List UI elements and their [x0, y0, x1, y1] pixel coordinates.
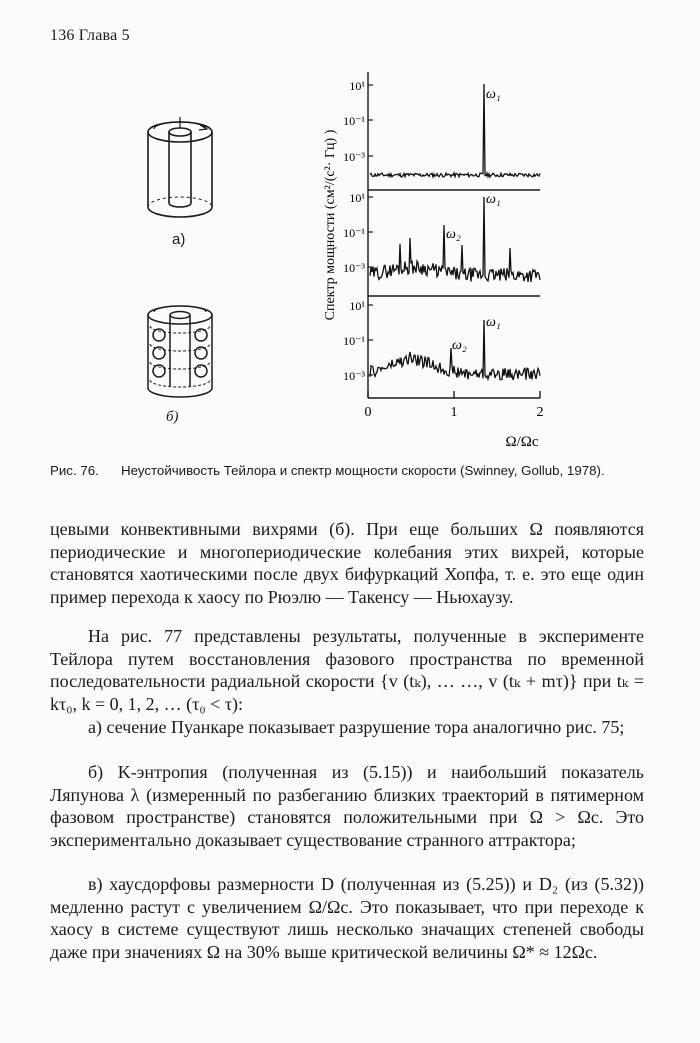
paragraph-text: б) K-энтропия (полученная из (5.15)) и наибольший показатель Ляпунова λ (измеренный по разбеганию близких траекторий в пятимерном фазовом пространстве) становятся положительными при Ω > Ωc. Это экспериментально доказывает существование странного аттрактора; — [50, 762, 644, 850]
list-item-c — [50, 873, 644, 963]
caption-text: Неустойчивость Тейлора и спектр мощности скорости (Swinney, Gollub, 1978). — [121, 463, 605, 478]
y-tick-label: 10¹ — [349, 79, 365, 93]
list-item-b — [50, 761, 644, 851]
body-paragraph-2 — [50, 625, 644, 715]
figure-caption — [50, 461, 642, 481]
peak-label-omega1: ω₁ — [486, 315, 501, 330]
x-tick-label: 2 — [536, 405, 544, 420]
y-tick-label: 10¹ — [349, 299, 365, 313]
y-tick-label: 10⁻³ — [343, 369, 365, 383]
y-tick-label: 10⁻³ — [343, 261, 365, 275]
y-tick-label: 10⁻³ — [343, 150, 365, 164]
y-tick-label: 10⁻¹ — [343, 226, 365, 240]
peak-label-omega1: ω₁ — [486, 87, 501, 102]
power-spectrum-figure — [312, 60, 582, 455]
page-header: 136 Глава 5 — [50, 27, 130, 44]
body-paragraph-1 — [50, 518, 644, 608]
caption-number: Рис. 76. — [50, 463, 99, 478]
x-axis-label: Ω/Ωc — [505, 434, 539, 450]
x-tick-label: 1 — [450, 405, 458, 420]
spectrum-trace-top — [370, 84, 540, 177]
peak-label-omega2: ω₂ — [452, 338, 467, 353]
subfigure-label-b: б) — [166, 409, 179, 425]
paragraph-text: в) хаусдорфовы размерности D (полученная из (5.25)) и D₂ (из (5.32)) медленно растут с увеличением Ω/Ωc. Это показывает, что при переходе к хаосу в системе существуют лишь несколько значащих степеней свободы даже при значениях Ω на 30% выше критической величины Ω* ≈ 12Ωc. — [50, 874, 644, 962]
paragraph-text: цевыми конвективными вихрями (б). При еще больших Ω появляются периодические и многопериодические колебания этих вихрей, которые становятся хаотическими после двух бифуркаций Хопфа, т. е. это еще один пример перехода к хаосу по Рюэлю — Такенсу — Ньюхаузу. — [50, 519, 644, 607]
paragraph-text: а) сечение Пуанкаре показывает разрушение тора аналогично рис. 75; — [88, 717, 625, 737]
couette-cylinder-illustration — [140, 115, 220, 227]
y-tick-label: 10¹ — [349, 191, 365, 205]
peak-label-omega2: ω₂ — [446, 227, 461, 242]
paragraph-text: На рис. 77 представлены результаты, полученные в эксперименте Тейлора путем восстановления фазового пространства по временной последовательности радиальной скорости {v (tₖ), … …, v (tₖ + mτ)} при tₖ = kτ₀, k = 0, 1, 2, … (τ₀ < τ): — [50, 626, 644, 714]
y-tick-label: 10⁻¹ — [343, 114, 365, 128]
peak-label-omega1: ω₁ — [486, 192, 501, 207]
subfigure-label-a: а) — [172, 231, 186, 248]
taylor-vortex-cylinder-illustration — [140, 300, 220, 404]
y-axis-label: Спектр мощности (см²/(с²· Гц) ) — [323, 129, 338, 321]
x-tick-label: 0 — [364, 405, 372, 420]
y-tick-label: 10⁻¹ — [343, 334, 365, 348]
list-item-a — [50, 716, 644, 739]
